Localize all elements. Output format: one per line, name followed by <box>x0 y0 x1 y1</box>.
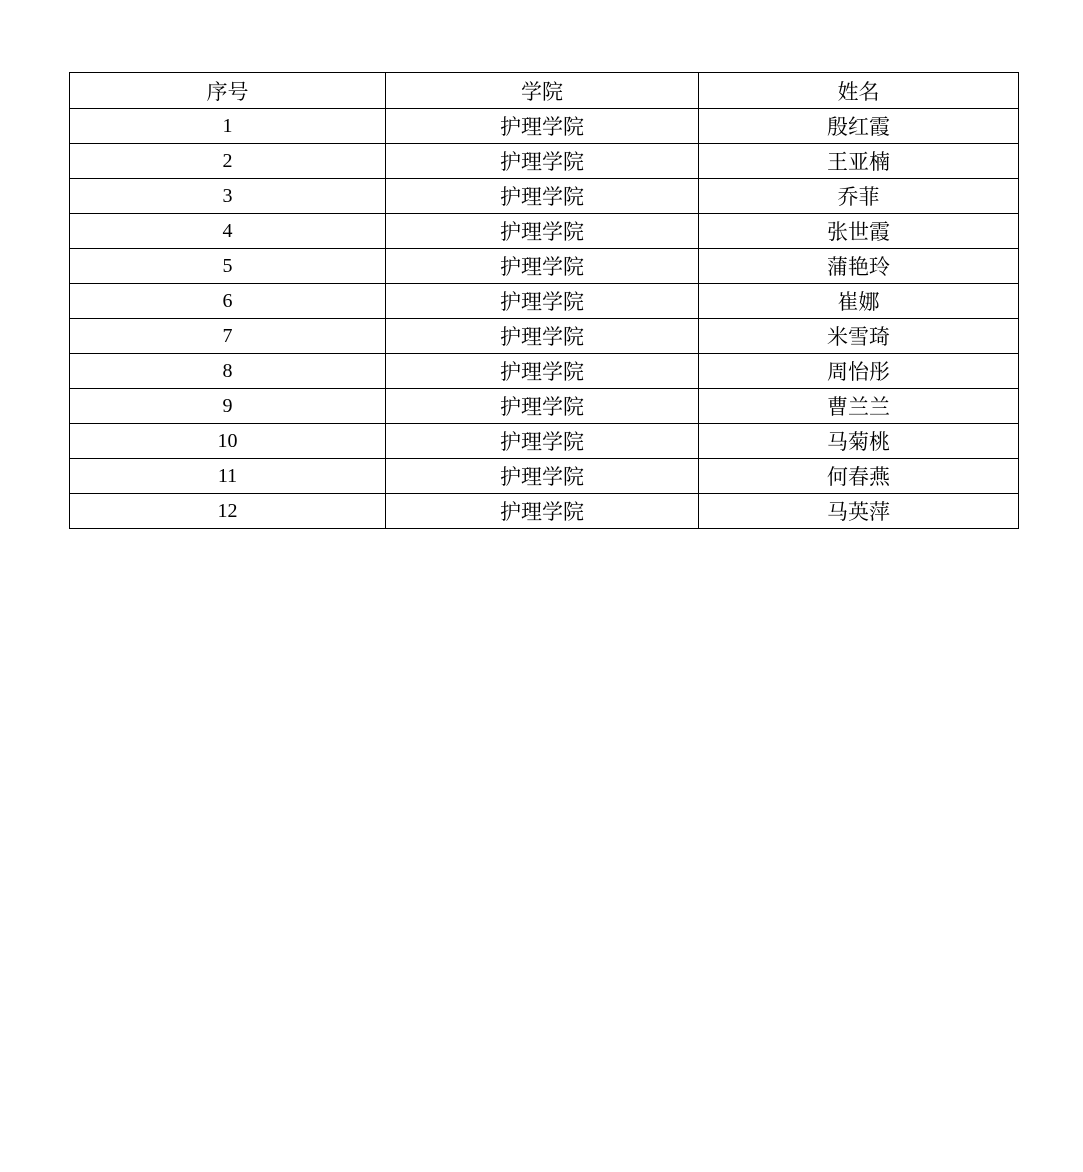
cell-index: 12 <box>70 494 386 529</box>
cell-name: 张世霞 <box>699 214 1019 249</box>
table-row <box>70 249 1019 284</box>
cell-index: 3 <box>70 179 386 214</box>
table-row <box>70 319 1019 354</box>
table-row <box>70 284 1019 319</box>
column-header-name: 姓名 <box>699 73 1019 109</box>
table-header <box>70 73 1019 109</box>
cell-name: 王亚楠 <box>699 144 1019 179</box>
table-row <box>70 459 1019 494</box>
cell-college: 护理学院 <box>386 354 699 389</box>
cell-college: 护理学院 <box>386 144 699 179</box>
table-row <box>70 109 1019 144</box>
cell-college: 护理学院 <box>386 424 699 459</box>
column-header-index: 序号 <box>70 73 386 109</box>
table-row <box>70 179 1019 214</box>
roster-table <box>69 72 1019 529</box>
table-body <box>70 109 1019 529</box>
cell-name: 何春燕 <box>699 459 1019 494</box>
cell-name: 米雪琦 <box>699 319 1019 354</box>
cell-college: 护理学院 <box>386 459 699 494</box>
table-header-row <box>70 73 1019 109</box>
cell-college: 护理学院 <box>386 109 699 144</box>
cell-name: 乔菲 <box>699 179 1019 214</box>
cell-college: 护理学院 <box>386 319 699 354</box>
cell-college: 护理学院 <box>386 494 699 529</box>
table-row <box>70 214 1019 249</box>
cell-index: 10 <box>70 424 386 459</box>
table-row <box>70 494 1019 529</box>
cell-index: 2 <box>70 144 386 179</box>
cell-name: 周怡彤 <box>699 354 1019 389</box>
cell-index: 4 <box>70 214 386 249</box>
cell-name: 蒲艳玲 <box>699 249 1019 284</box>
table-row <box>70 144 1019 179</box>
cell-name: 曹兰兰 <box>699 389 1019 424</box>
cell-name: 马菊桃 <box>699 424 1019 459</box>
table-row <box>70 354 1019 389</box>
roster-table-container <box>69 72 1018 529</box>
cell-name: 崔娜 <box>699 284 1019 319</box>
cell-college: 护理学院 <box>386 389 699 424</box>
cell-college: 护理学院 <box>386 284 699 319</box>
cell-index: 6 <box>70 284 386 319</box>
cell-index: 1 <box>70 109 386 144</box>
cell-index: 7 <box>70 319 386 354</box>
cell-college: 护理学院 <box>386 214 699 249</box>
table-row <box>70 424 1019 459</box>
table-row <box>70 389 1019 424</box>
cell-index: 8 <box>70 354 386 389</box>
cell-college: 护理学院 <box>386 179 699 214</box>
cell-name: 殷红霞 <box>699 109 1019 144</box>
column-header-college: 学院 <box>386 73 699 109</box>
cell-name: 马英萍 <box>699 494 1019 529</box>
cell-index: 9 <box>70 389 386 424</box>
cell-college: 护理学院 <box>386 249 699 284</box>
cell-index: 5 <box>70 249 386 284</box>
cell-index: 11 <box>70 459 386 494</box>
